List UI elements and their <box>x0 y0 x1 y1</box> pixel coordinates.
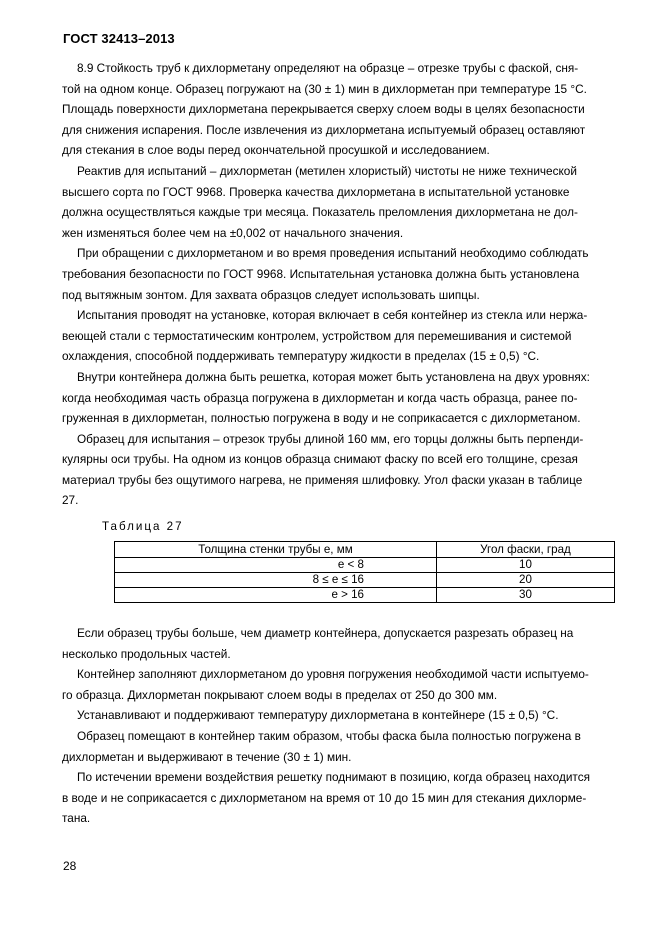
table-header-thickness: Толщина стенки трубы e, мм <box>115 542 437 558</box>
table-cell-thickness: e < 8 <box>115 558 437 573</box>
table-cell-angle: 10 <box>437 558 615 573</box>
paragraph: Устанавливают и поддерживают температуру дихлорметана в контейнере (15 ± 0,5) °С. <box>77 708 559 723</box>
paragraph: Внутри контейнера должна быть решетка, которая может быть установлена на двух уровнях: когда необходимая часть образца погружена в дихлорметан и когда часть образца, ранее по- груженная в дихлорметан, полностью погружена в воду и не соприкасается с дихлорметаном. <box>62 369 590 426</box>
bevel-angle-table <box>114 541 615 603</box>
table-header-row <box>115 542 615 558</box>
table-row <box>115 573 615 588</box>
paragraphs-after-table <box>62 623 598 829</box>
table-header-angle: Угол фаски, град <box>437 542 615 558</box>
paragraph: Контейнер заполняют дихлорметаном до уровня погружения необходимой части испытуемо- го образца. Дихлорметан покрывают слоем воды в пределах от 250 до 300 мм. <box>62 667 589 702</box>
paragraph: Испытания проводят на установке, которая включает в себя контейнер из стекла или нержа- веющей стали с термостатическим контролем, устройством для перемешивания и системой охлаждения, способной поддерживать температуру жидкости в пределах (15 ± 0,5) °С. <box>62 308 588 364</box>
paragraph: Образец для испытания – отрезок трубы длиной 160 мм, его торцы должны быть перпенди- кулярны оси трубы. На одном из концов образца снимают фаску по всей его толщине, срезая материал трубы без ощутимого нагрева, не применяя шлифовку. Угол фаски указан в таблице 27. <box>62 431 584 508</box>
table-caption: Таблица 27 <box>102 520 184 534</box>
paragraph: По истечении времени воздействия решетку поднимают в позицию, когда образец находится в воде и не соприкасается с дихлорметаном на время от 10 до 15 мин для стекания дихлорме- тана. <box>62 770 590 826</box>
paragraph: Образец помещают в контейнер таким образом, чтобы фаска была полностью погружена в дихлорметан и выдерживают в течение (30 ± 1) мин. <box>62 729 581 764</box>
table-row <box>115 558 615 573</box>
table-cell-thickness: e > 16 <box>115 588 437 603</box>
table-cell-angle: 30 <box>437 588 615 603</box>
table-cell-thickness: 8 ≤ e ≤ 16 <box>115 573 437 588</box>
paragraph: 8.9 Стойкость труб к дихлорметану определяют на образце – отрезке трубы с фаской, сня- той на одном конце. Образец погружают на (30 ± 1) мин в дихлорметан при температуре 15 °С. Площадь поверхности дихлорметана перекрывается сверху слоем воды в целях безопасности для снижения испарения. После извлечения из дихлорметана испытуемый образец оставляют для стекания в слое воды перед окончательной просушкой и исследованием. <box>62 61 587 158</box>
document-body <box>62 58 598 829</box>
table-row <box>115 588 615 603</box>
paragraph: Реактив для испытаний – дихлорметан (метилен хлористый) чистоты не ниже технической высшего сорта по ГОСТ 9968. Проверка качества дихлорметана в испытательной установке должна осуществляться каждые три месяца. Показатель преломления дихлорметана не дол- жен изменяться более чем на ±0,002 от начального значения. <box>62 163 578 240</box>
table-cell-angle: 20 <box>437 573 615 588</box>
page-number: 28 <box>63 859 77 873</box>
document-header: ГОСТ 32413–2013 <box>63 31 175 46</box>
paragraph: Если образец трубы больше, чем диаметр контейнера, допускается разрезать образец на несколько продольных частей. <box>62 626 574 661</box>
paragraph: При обращении с дихлорметаном и во время проведения испытаний необходимо соблюдать требования безопасности по ГОСТ 9968. Испытательная установка должна быть установлена под вытяжным зонтом. Для захвата образцов следует использовать шипцы. <box>62 246 589 302</box>
